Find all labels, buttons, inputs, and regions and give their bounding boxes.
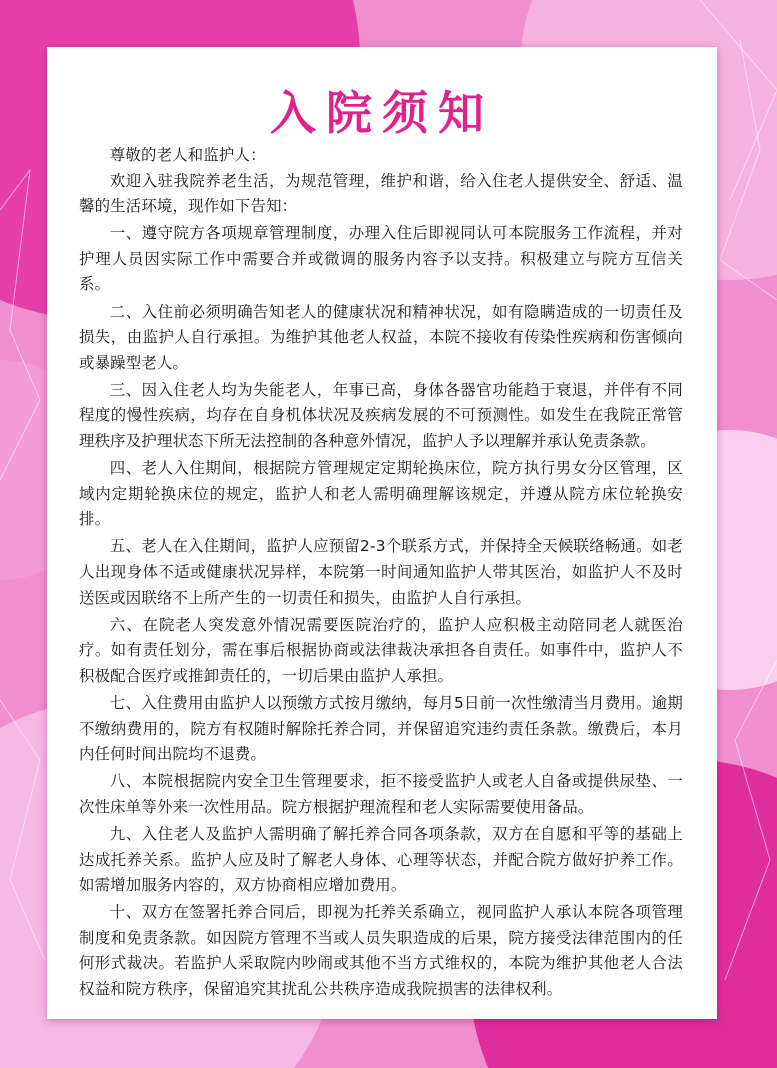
intro-paragraph: 欢迎入驻我院养老生活，为规范管理，维护和谐，给入住老人提供安全、舒适、温馨的生活环境，现作如下告知： [79,171,683,216]
rule-paragraph-7: 七、入住费用由监护人以预缴方式按月缴纳，每月5日前一次性缴清当月费用。逾期不缴纳费用的，院方有权随时解除托养合同，并保留追究违约责任条款。缴费后，本月内任何时间出院均不退费。 [79,693,683,764]
greeting-line: 尊敬的老人和监护人： [109,146,266,164]
rule-paragraph-1: 一、遵守院方各项规章管理制度，办理入住后即视同认可本院服务工作流程，并对护理人员因实际工作中需要合并或微调的服务内容予以支持。积极建立与院方互信关系。 [79,224,683,294]
rule-paragraph-5: 五、老人在入住期间，监护人应预留2-3个联系方式，并保持全天候联络畅通。如老人出现身体不适或健康状况异样，本院第一时间通知监护人带其医治，如监护人不及时送医或因联络不上所产生的一切责任和损失，由监护人自行承担。 [79,537,683,607]
rule-paragraph-9: 九、入住老人及监护人需明确了解托养合同各项条款，双方在自愿和平等的基础上达成托养关系。监护人应及时了解老人身体、心理等状态，并配合院方做好护养工作。如需增加服务内容的，双方协商相应增加费用。 [79,824,683,895]
rule-paragraph-10: 十、双方在签署托养合同后，即视为托养关系确立，视同监护人承认本院各项管理制度和免责条款。如因院方管理不当或人员失职造成的后果，院方接受法律范围内的任何形式裁决。若监护人采取院内吵闹或其他不当方式维权的，本院为维护其他老人合法权益和院方秩序，保留追究其扰乱公共秩序造成我院损害的法律权利。 [79,903,683,998]
rule-paragraph-8: 八、本院根据院内安全卫生管理要求，拒不接受监护人或老人自备或提供尿垫、一次性床单等外来一次性用品。院方根据护理流程和老人实际需要使用备品。 [79,772,683,816]
notice-title: 入院须知 [270,86,494,140]
rule-paragraph-3: 三、因入住老人均为失能老人，年事已高，身体各器官功能趋于衰退，并伴有不同程度的慢性疾病，均存在自身机体状况及疾病发展的不可预测性。如发生在我院正常管理秩序及护理状态下所无法控制的各种意外情况，监护人予以理解并承认免责条款。 [79,380,683,451]
notice-poster [47,47,717,1019]
rule-paragraph-2: 二、入住前必须明确告知老人的健康状况和精神状况，如有隐瞒造成的一切责任及损失，由监护人自行承担。为维护其他老人权益，本院不接收有传染性疾病和伤害倾向或暴躁型老人。 [79,302,683,372]
notice-body [79,143,683,1004]
rule-paragraph-4: 四、老人入住期间，根据院方管理规定定期轮换床位，院方执行男女分区管理，区域内定期轮换床位的规定，监护人和老人需明确理解该规定，并遵从院方床位轮换安排。 [79,459,683,529]
rule-paragraph-6: 六、在院老人突发意外情况需要医院治疗的，监护人应积极主动陪同老人就医治疗。如有责任划分，需在事后根据协商或法律裁决承担各自责任。如事件中，监护人不积极配合医疗或推卸责任的，一切后果由监护人承担。 [79,615,683,685]
